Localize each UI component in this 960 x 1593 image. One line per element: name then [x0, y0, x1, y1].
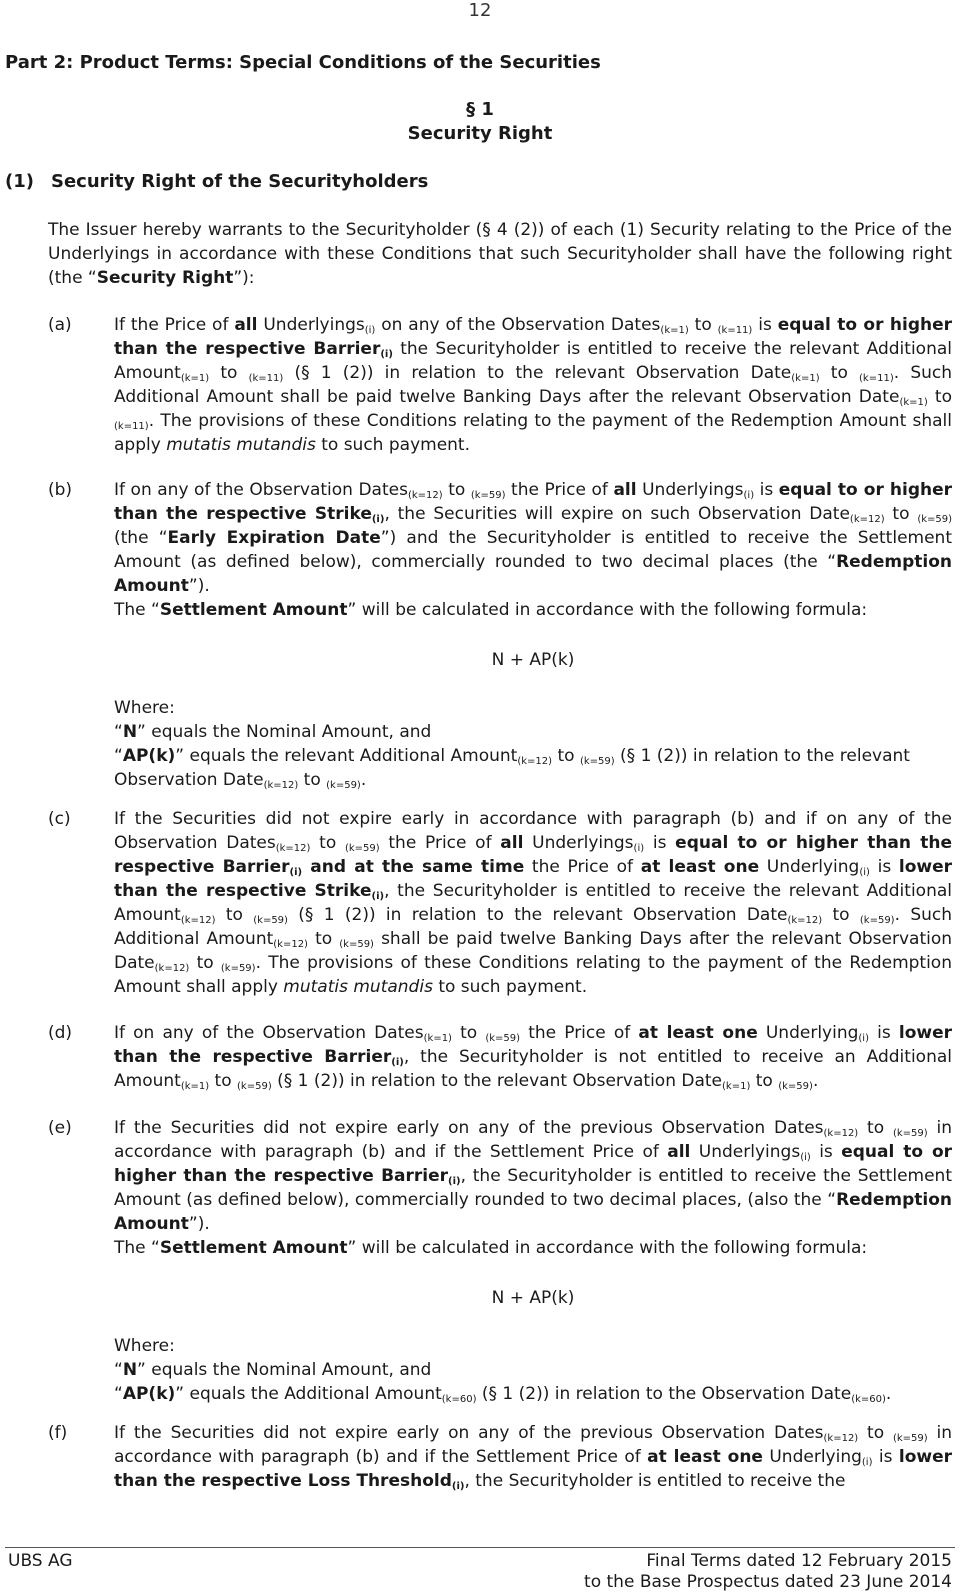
page-number: 12	[468, 0, 492, 21]
footer-terms-line1: Final Terms dated 12 February 2015	[646, 1551, 952, 1571]
paragraph-c: (c) If the Securities did not expire early in accordance with paragraph (b) and if on any of the Observation Dates$_{(k=12)}$ to $_{(k=59)}$ the Price of all Underlyings$_{(i)}$ is equal to or higher than the respective Barrier$_{(i)}$ and at the same time the Price of at least one Underlying$_{(i)}$ is lower than the respective Strike$_{(i)}$, the Securityholder is entitled to receive the relevant Additional Amount$_{(k=12)}$ to $_{(k=59)}$ (§ 1 (2)) in relation to the relevant Observation Date$_{(k=12)}$ to $_{(k=59)}$. Such Additional Amount$_{(k=12)}$ to $_{(k=59)}$ shall be paid twelve Banking Days after the relevant Observation Date$_{(k=12)}$ to $_{(k=59)}$. The provisions of these Conditions relating to the payment of the Redemption Amount shall apply mutatis mutandis to such payment.	[48, 809, 953, 997]
subsection-number: (1)	[5, 171, 34, 192]
formula-b: N + AP(k)	[491, 650, 575, 670]
where-label-e: Where:	[114, 1336, 175, 1356]
paragraph-e: (e) If the Securities did not expire early on any of the previous Observation Dates$_{(k=12)}$ to $_{(k=59)}$ in accordance with paragraph (b) and if the Settlement Price of all Underlyings$_{(i)}$ is equal to or higher than the respective Barrier$_{(i)}$, the Securityholder is entitled to receive the Settlement Amount (as defined below), commercially rounded to two decimal places, (also the “Redemption Amount”). The “Settlement Amount” will be calculated in accordance with the following formula: N + AP(k) Where: “N” equals the Nominal Amount, and “AP(k)” equals the Additional Amount$_{(k=60)}$ (§ 1 (2)) in relation to the Observation Date$_{(k=60)}$.	[48, 1118, 953, 1405]
formula-e: N + AP(k)	[491, 1288, 575, 1308]
part-title: Part 2: Product Terms: Special Conditions of the Securities	[5, 52, 601, 73]
intro-paragraph: The Issuer hereby warrants to the Securityholder (§ 4 (2)) of each (1) Security relating to the Price of the Underlyings in accordance with these Conditions that such Securityholder shall have the following right (the “Security Right”):	[48, 220, 952, 288]
footer-terms	[584, 1551, 952, 1593]
paragraph-b: (b) If on any of the Observation Dates$_{(k=12)}$ to $_{(k=59)}$ the Price of all Underlyings$_{(i)}$ is equal to or higher than the respective Strike$_{(i)}$, the Securities will expire on such Observation Date$_{(k=12)}$ to $_{(k=59)}$ (the “Early Expiration Date”) and the Securityholder is entitled to receive the Settlement Amount (as defined below), commercially rounded to two decimal places (the “Redemption Amount”). The “Settlement Amount” will be calculated in accordance with the following formula: N + AP(k) Where: “N” equals the Nominal Amount, and “AP(k)” equals the relevant Additional Amount$_{(k=12)}$ to $_{(k=59)}$ (§ 1 (2)) in relation to the relevant Observation Date$_{(k=12)}$ to $_{(k=59)}$.	[48, 480, 953, 791]
subsection-title	[5, 170, 428, 194]
subsection-title-text: Security Right of the Securityholders	[51, 171, 429, 192]
footer-issuer: UBS AG	[8, 1551, 73, 1571]
paragraph-b-letter: (b)	[48, 480, 73, 500]
paragraph-a-letter: (a)	[48, 315, 72, 335]
paragraph-c-letter: (c)	[48, 809, 71, 829]
where-label-b: Where:	[114, 698, 175, 718]
section-title: Security Right	[407, 123, 553, 144]
paragraph-a: (a) If the Price of all Underlyings$_{(i)}$ on any of the Observation Dates$_{(k=1)}$ to $_{(k=11)}$ is equal to or higher than the respective Barrier$_{(i)}$ the Securityholder is entitled to receive the relevant Additional Amount$_{(k=1)}$ to $_{(k=11)}$ (§ 1 (2)) in relation to the relevant Observation Date$_{(k=1)}$ to $_{(k=11)}$. Such Additional Amount shall be paid twelve Banking Days after the relevant Observation Date$_{(k=1)}$ to $_{(k=11)}$. The provisions of these Conditions relating to the payment of the Redemption Amount shall apply mutatis mutandis to such payment.	[48, 315, 953, 455]
paragraph-f: (f) If the Securities did not expire early on any of the previous Observation Dates$_{(k=12)}$ to $_{(k=59)}$ in accordance with paragraph (b) and if the Settlement Price of at least one Underlying$_{(i)}$ is lower than the respective Loss Threshold$_{(i)}$, the Securityholder is entitled to receive the	[48, 1423, 953, 1492]
paragraph-d-letter: (d)	[48, 1023, 73, 1043]
footer-divider	[5, 1547, 955, 1548]
section-heading	[395, 98, 565, 146]
footer-terms-line2: to the Base Prospectus dated 23 June 2014	[584, 1572, 952, 1592]
section-number: § 1	[466, 99, 494, 120]
paragraph-e-letter: (e)	[48, 1118, 72, 1138]
paragraph-f-letter: (f)	[48, 1423, 68, 1443]
paragraph-d: (d) If on any of the Observation Dates$_{(k=1)}$ to $_{(k=59)}$ the Price of at least one Underlying$_{(i)}$ is lower than the respective Barrier$_{(i)}$, the Securityholder is not entitled to receive an Additional Amount$_{(k=1)}$ to $_{(k=59)}$ (§ 1 (2)) in relation to the relevant Observation Date$_{(k=1)}$ to $_{(k=59)}$.	[48, 1023, 953, 1092]
